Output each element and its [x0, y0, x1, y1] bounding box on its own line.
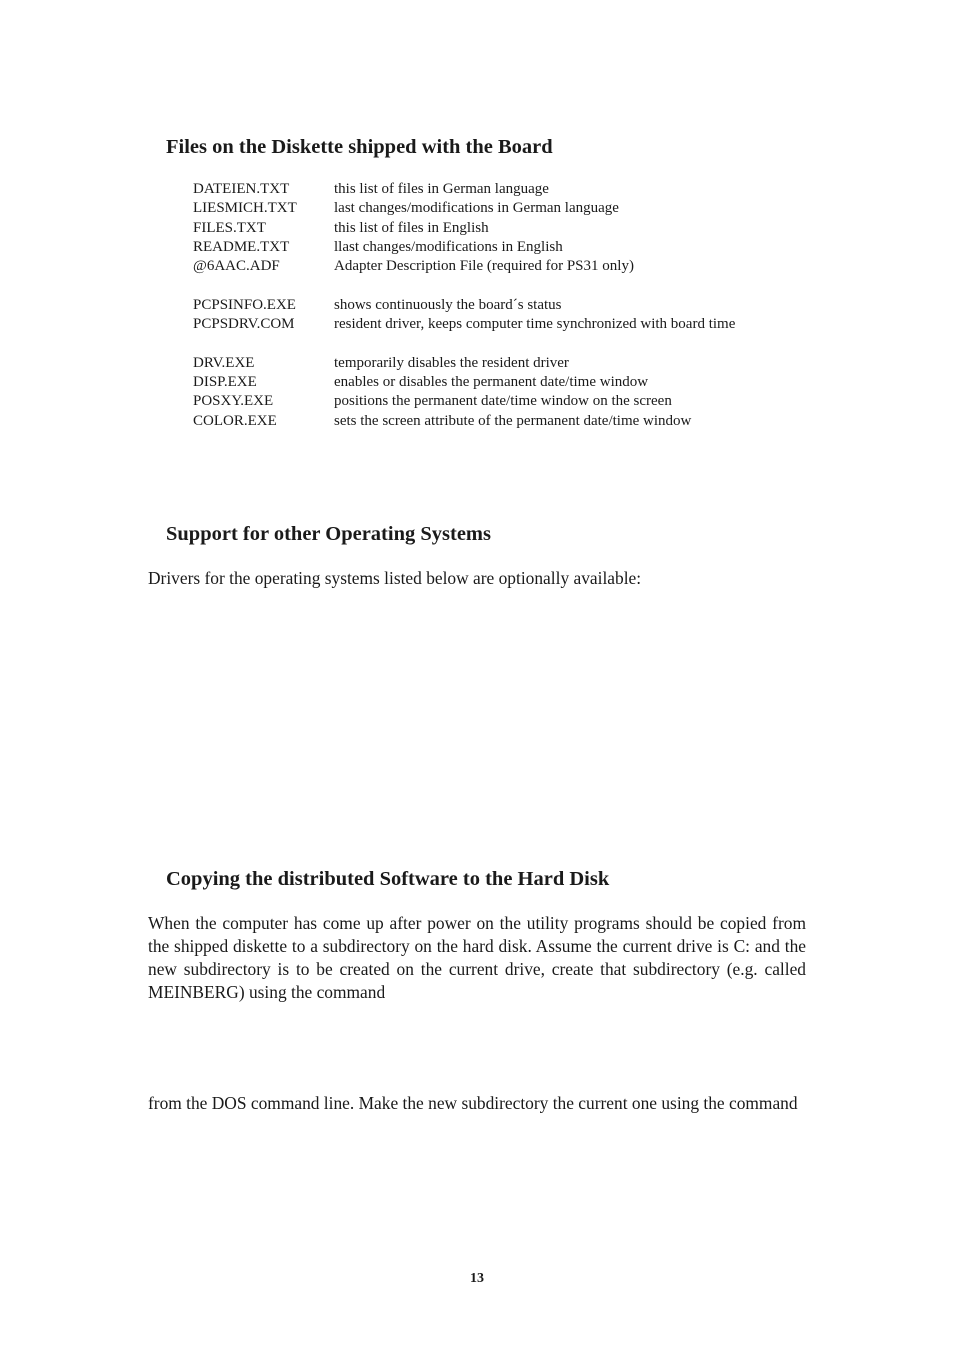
file-name: COLOR.EXE	[193, 412, 277, 429]
file-description: Adapter Description File (required for PS31 only)	[334, 258, 634, 275]
file-name: PCPSDRV.COM	[193, 316, 295, 333]
copying-paragraph-1: When the computer has come up after power on the utility programs should be copied from the shipped diskette to a subdirectory on the hard disk. Assume the current drive is C: and the new subdirectory is to be created on the current drive, create that subdirectory (e.g. called MEINBERG) using the command	[148, 913, 806, 1002]
file-list	[193, 180, 833, 431]
file-description: temporarily disables the resident driver	[334, 354, 569, 371]
file-name: DATEIEN.TXT	[193, 181, 290, 197]
file-group-docs	[193, 180, 833, 276]
file-description: resident driver, keeps computer time synchronized with board time	[334, 316, 736, 333]
file-name: DISP.EXE	[193, 373, 257, 390]
file-row	[193, 238, 833, 257]
file-description: sets the screen attribute of the permanent date/time window	[334, 412, 692, 429]
file-row	[193, 257, 833, 276]
file-name: PCPSINFO.EXE	[193, 296, 296, 313]
copying-paragraph-2: from the DOS command line. Make the new subdirectory the current one using the command	[148, 1093, 798, 1113]
support-paragraph: Drivers for the operating systems listed below are optionally available:	[148, 568, 642, 588]
file-name: README.TXT	[193, 238, 290, 255]
file-description: llast changes/modifications in English	[334, 238, 563, 255]
section-heading-copying: Copying the distributed Software to the Hard Disk	[166, 868, 610, 890]
file-name: LIESMICH.TXT	[193, 200, 297, 217]
file-description: this list of files in German language	[334, 181, 549, 197]
file-group-utilities	[193, 354, 833, 431]
file-row	[193, 373, 833, 392]
file-row	[193, 412, 833, 431]
file-group-driver	[193, 296, 833, 335]
file-description: last changes/modifications in German language	[334, 200, 619, 217]
file-description: positions the permanent date/time window on the screen	[334, 393, 672, 410]
section-heading-support: Support for other Operating Systems	[166, 523, 491, 545]
file-row	[193, 392, 833, 411]
file-name: FILES.TXT	[193, 219, 266, 236]
file-row	[193, 180, 833, 199]
file-row	[193, 219, 833, 238]
file-description: shows continuously the board´s status	[334, 296, 562, 313]
file-row	[193, 354, 833, 373]
section-heading-files: Files on the Diskette shipped with the Board	[166, 136, 553, 158]
file-description: enables or disables the permanent date/time window	[334, 373, 649, 390]
file-row	[193, 296, 833, 315]
file-row	[193, 199, 833, 218]
file-name: POSXY.EXE	[193, 393, 274, 410]
file-row	[193, 315, 833, 334]
file-name: DRV.EXE	[193, 354, 255, 371]
page-number: 13	[470, 1271, 484, 1286]
file-description: this list of files in English	[334, 219, 489, 236]
file-name: @6AAC.ADF	[193, 258, 280, 275]
